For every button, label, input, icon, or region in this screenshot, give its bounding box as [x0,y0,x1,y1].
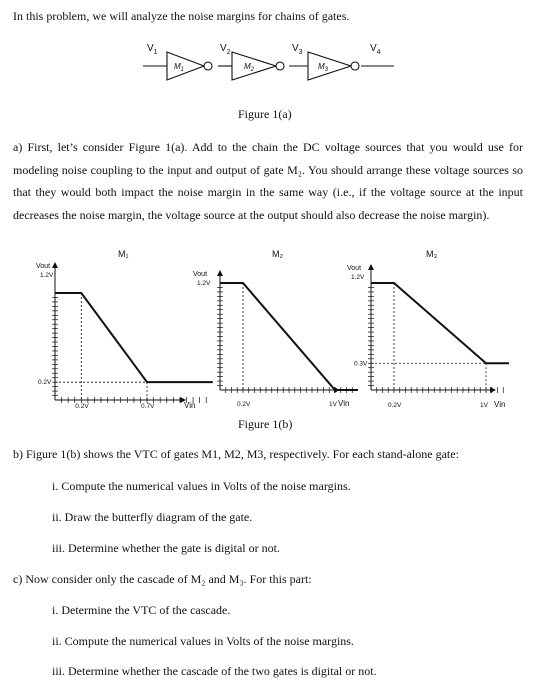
x-tick-label: 1V [329,401,337,408]
vhigh-label: 1.2V [40,272,54,279]
part-b-item-3: iii. Determine whether the gate is digital or not. [52,541,280,555]
x-axis-label: Vin [338,399,350,408]
vhigh-label: 1.2V [197,280,211,287]
vtc-plot-3 [347,249,509,409]
y-axis-arrow [368,264,374,270]
part-a-text: a) First, let’s consider Figure 1(a). Add to the chain the DC voltage sources that you would use for modeling noise coupling to the input and output of gate M₂. You should arrange these voltage sources so that they would both impact the noise margin in the same way (i.e., if the voltage source at the input decreases the noise margin, the voltage source at the output should also decrease the noise margin). [13,140,523,222]
intro-text: In this problem, we will analyze the noise margins for chains of gates. [13,9,350,23]
y-axis-arrow [52,262,58,268]
figure-1b-caption: Figure 1(b) [238,417,293,431]
y-axis-label: Vout [347,265,362,272]
part-b-text: b) Figure 1(b) shows the VTC of gates M1, M2, M3, respectively. For each stand-alone gate: [13,447,459,461]
gate-label-m1: $M_1$ [174,62,185,73]
part-c-item-1: i. Determine the VTC of the cascade. [52,603,231,617]
vtc-title: M₂ [272,249,283,259]
part-c-item-2: ii. Compute the numerical values in Volts of the noise margins. [52,634,354,648]
node-label-v1: $V_1$ [147,43,158,56]
vtc-plot-2 [193,249,358,408]
part-c-item-3: iii. Determine whether the cascade of the two gates is digital or not. [52,664,377,678]
x-axis-label: Vin [184,401,196,410]
x-tick-label: 0.2V [237,401,251,408]
vtc-title: M₁ [118,249,129,259]
x-tick-label: 0.7V [141,403,155,410]
gate-label-m2: $M_2$ [244,62,255,73]
node-label-v4: $V_4$ [370,43,381,56]
y-axis-label: Vout [193,271,208,278]
y-axis-arrow [217,270,223,276]
part-b-item-1: i. Compute the numerical values in Volts of the noise margins. [52,479,351,493]
vtc-curve [371,283,509,363]
vtc-title: M₃ [426,249,438,259]
figure-1a-caption: Figure 1(a) [238,107,292,121]
vhigh-label: 1.2V [351,274,365,281]
gate-label-m3: $M_3$ [318,62,329,73]
x-axis-arrow [490,387,496,393]
vtc-plot-1 [36,249,213,410]
x-tick-label: 1V [480,402,488,409]
x-tick-label: 0.2V [75,403,89,410]
vtc-curve [220,283,358,390]
vlow-label: 0.3V [354,360,368,368]
y-axis-label: Vout [36,263,51,270]
vlow-label: 0.2V [38,379,52,387]
part-b-item-2: ii. Draw the butterfly diagram of the gate. [52,510,253,524]
node-label-v2: $V_2$ [220,43,231,56]
x-tick-label: 0.2V [388,402,402,409]
part-c-text: c) Now consider only the cascade of M₂ and M₃. For this part: [13,572,312,586]
node-label-v3: $V_3$ [292,43,303,56]
x-axis-label: Vin [494,400,506,409]
vtc-curve [55,293,213,382]
